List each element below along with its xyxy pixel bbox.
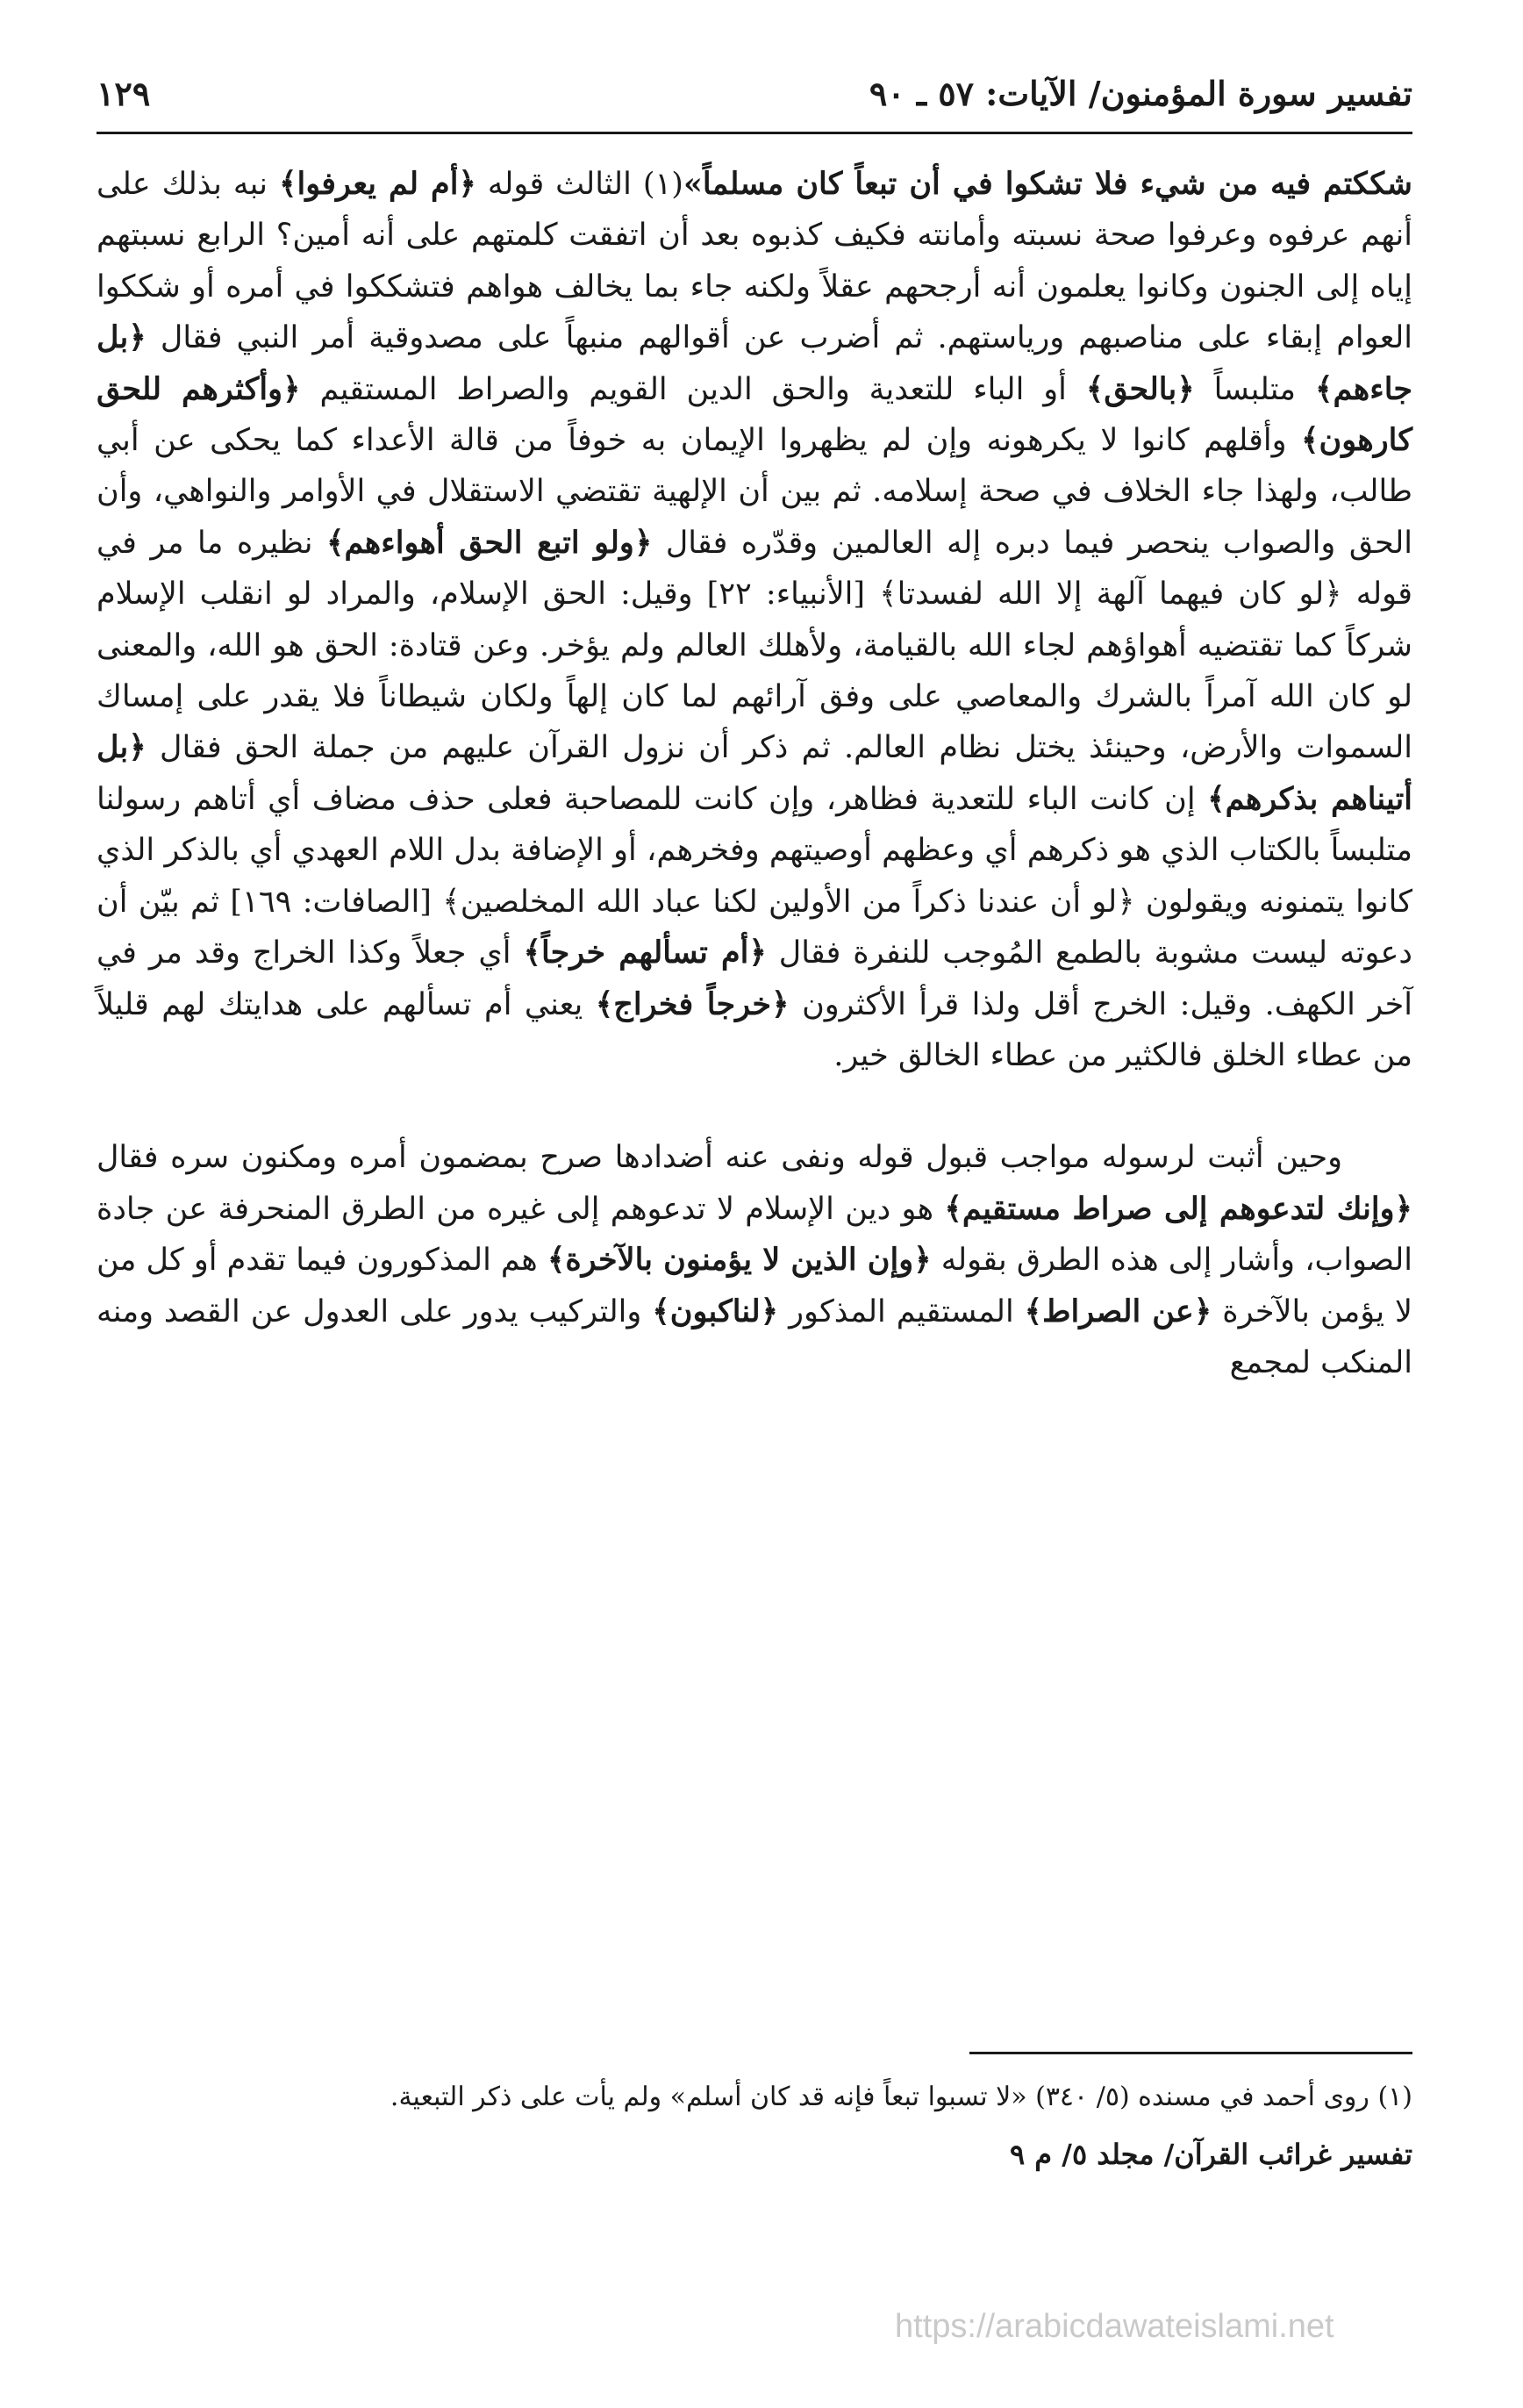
commentary-text: إن كانت الباء للتعدية فظاهر، وإن كانت للمصاحبة فعلى حذف مضاف أي أتاهم رسولنا متلبساً بالكتاب الذي هو ذكرهم أي وعظهم أوصيتهم وفخرهم، أو الإضافة بدل اللام العهدي أي بالذكر الذي كانوا يتمنونه ويقولون ﴿لو أن عندنا ذكراً من الأولين لكنا عباد الله المخلصين﴾ [الصافات: ١٦٩] ثم بيّن أن دعوته ليست مشوبة بالطمع المُوجب للنفرة فقال <box>97 781 1412 971</box>
commentary-text: المستقيم المذكور <box>778 1294 1025 1329</box>
quran-quote: ﴿وإن الذين لا يؤمنون بالآخرة﴾ <box>547 1242 932 1279</box>
page-header <box>97 70 1412 134</box>
quran-quote: ﴿أم تسألهم خرجاً﴾ <box>523 935 767 971</box>
website-watermark: https://arabicdawateislami.net <box>895 2308 1334 2345</box>
running-title: تفسير سورة المؤمنون/ الآيات: ٥٧ ـ ٩٠ <box>869 74 1412 113</box>
quran-quote: ﴿عن الصراط﴾ <box>1024 1293 1212 1329</box>
commentary-text: هو دين الإسلام لا تدعوهم إلى غيره من الطرق المنحرفة عن جادة الصواب، وأشار إلى هذه الطرق بقوله <box>97 1191 1412 1279</box>
volume-signature: تفسير غرائب القرآن/ مجلد ٥/ م ٩ <box>1009 2138 1412 2171</box>
quran-quote: ﴿بل أتيناهم بذكرهم﴾ <box>97 729 1412 817</box>
quran-quote: شككتم فيه من شيء فلا تشكوا في أن تبعاً كان مسلماً» <box>683 166 1412 202</box>
commentary-text: الثالث قوله <box>475 167 632 202</box>
quran-quote: ﴿بالحق﴾ <box>1085 370 1195 407</box>
commentary-text: وأقلهم كانوا لا يكرهونه وإن لم يظهروا الإيمان به خوفاً من قالة الأعداء كما يحكى عن أبي طالب، ولهذا جاء الخلاف في صحة إسلامه. ثم بين أن الإلهية تقتضي الاستقلال في الأوامر والنواهي، وأن الحق والصواب ينحصر فيما دبره إله العالمين وقدّره فقال <box>97 423 1412 561</box>
quran-quote: ﴿لناكبون﴾ <box>652 1293 779 1329</box>
commentary-text: نبه بذلك على أنهم عرفوه وعرفوا صحة نسبته وأمانته فكيف كذبوه بعد أن اتفقت كلمتهم على أنه أمين؟ الرابع نسبتهم إياه إلى الجنون وكانوا يعلمون أنه أرجحهم عقلاً ولكنه جاء بما يخالف هواهم فتشككوا في أمره أو شككوا العوام إبقاء على مناصبهم ورياستهم. ثم أضرب عن أقوالهم منبهاً على مصدوقية أمر النبي فقال <box>97 167 1412 356</box>
paragraph-1 <box>97 159 1412 1081</box>
paragraph-2 <box>97 1132 1412 1388</box>
commentary-text: أو الباء للتعدية والحق الدين القويم والصراط المستقيم <box>300 371 1086 407</box>
quran-quote: ﴿أم لم يعرفوا﴾ <box>278 166 476 202</box>
footnote-divider <box>969 2052 1412 2054</box>
footnote: (١) روى أحمد في مسنده (٥/ ٣٤٠) «لا تسبوا تبعاً فإنه قد كان أسلم» ولم يأت على ذكر التبعية. <box>390 2082 1412 2112</box>
page-number: ١٢٩ <box>97 74 151 113</box>
commentary-text: وحين أثبت لرسوله مواجب قبول قوله ونفى عنه أضدادها صرح بمضمون أمره ومكنون سره فقال <box>97 1140 1342 1176</box>
commentary-text: والتركيب يدور على العدول عن القصد ومنه المنكب لمجمع <box>97 1294 1412 1380</box>
quran-quote: ﴿بل جاءهم﴾ <box>97 319 1412 407</box>
body-text <box>97 159 1412 1388</box>
commentary-text: متلبساً <box>1194 371 1315 407</box>
quran-quote: ﴿ولو اتبع الحق أهواءهم﴾ <box>326 524 653 561</box>
book-page <box>97 70 1412 2352</box>
commentary-text: يعني أم تسألهم على هدايتك لهم قليلاً من عطاء الخلق فالكثير من عطاء الخالق خير. <box>97 986 1412 1073</box>
quran-quote: ﴿وإنك لتدعوهم إلى صراط مستقيم﴾ <box>944 1190 1413 1227</box>
commentary-text: أي جعلاً وكذا الخراج وقد مر في آخر الكهف. وقيل: الخرج أقل ولذا قرأ الأكثرون <box>97 935 1413 1022</box>
commentary-text: نظيره ما مر في قوله ﴿لو كان فيهما آلهة إلا الله لفسدتا﴾ [الأنبياء: ٢٢] وقيل: الحق الإسلام، والمراد لو انقلب الإسلام شركاً كما تقتضيه أهواؤهم لجاء الله بالقيامة، ولأهلك العالم ولم يؤخر. وعن قتادة: الحق هو الله، والمعنى لو كان الله آمراً بالشرك والمعاصي على وفق آرائهم لما كان إلهاً ولكان شيطاناً فلا يقدر على إمساك السموات والأرض، وحينئذ يختل نظام العالم. ثم ذكر أن نزول القرآن عليهم من جملة الحق فقال <box>97 525 1412 766</box>
quran-quote: ﴿خرجاً فخراج﴾ <box>595 985 790 1022</box>
commentary-text: (١) <box>631 167 683 202</box>
quran-quote: ﴿وأكثرهم للحق كارهون﴾ <box>97 370 1412 459</box>
commentary-text: هم المذكورون فيما تقدم أو كل من لا يؤمن بالآخرة <box>97 1243 1412 1329</box>
